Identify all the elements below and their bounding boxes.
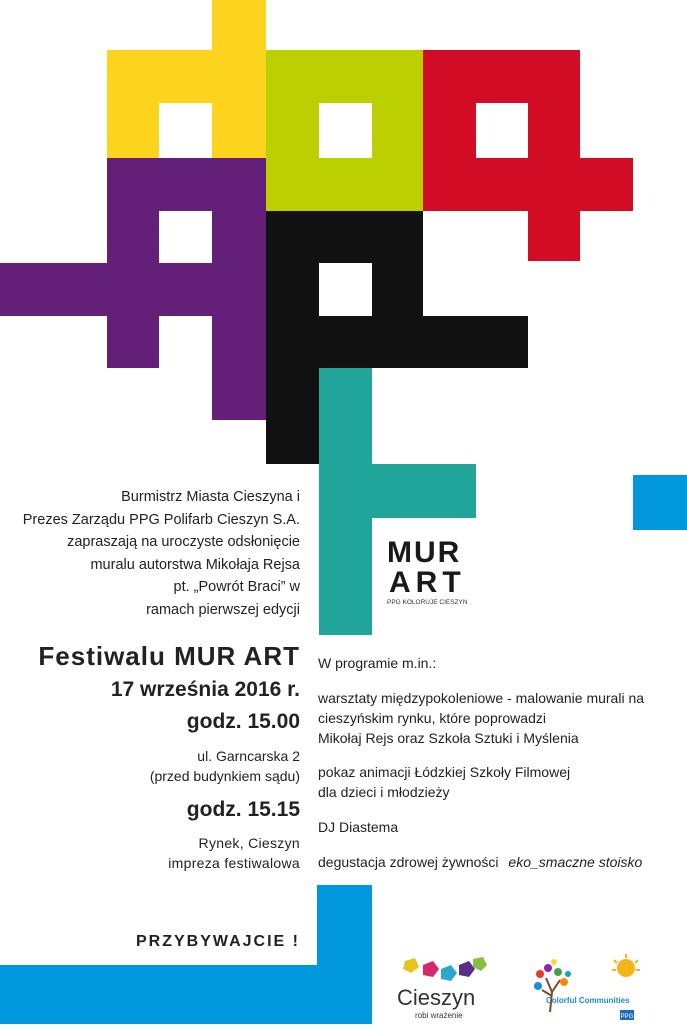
blue-block (317, 965, 372, 1024)
red-block (423, 158, 633, 211)
purple-block (212, 316, 266, 368)
colorful-communities-name: Colorful Communities (546, 996, 630, 1005)
black-block (266, 316, 528, 368)
invitation-text (0, 486, 300, 621)
blue-block (0, 965, 317, 1024)
lime-block (372, 103, 423, 158)
event-location-2 (168, 833, 300, 873)
purple-block (0, 263, 266, 316)
cieszyn-flower-icon (393, 955, 493, 987)
location-line: Rynek, Cieszyn (198, 835, 300, 851)
event-date: 17 września 2016 r. (110, 678, 300, 701)
teal-block (319, 518, 372, 635)
logo-line2: ART (389, 566, 466, 599)
program-line-italic: eko_smaczne stoisko (508, 854, 643, 870)
lime-block (266, 103, 319, 158)
yellow-block (107, 103, 159, 158)
program-line: Mikołaj Rejs oraz Szkoła Sztuki i Myślenia (318, 730, 579, 746)
intro-line: Prezes Zarządu PPG Polifarb Cieszyn S.A. (22, 511, 300, 528)
intro-line: Burmistrz Miasta Cieszyna i (121, 489, 300, 505)
program-line: cieszyńskim rynku, które poprowadzi (318, 710, 546, 726)
red-block (423, 50, 580, 103)
intro-line: ramach pierwszej edycji (146, 601, 300, 618)
program-heading: W programie m.in.: (318, 655, 437, 671)
program-line: DJ Diastema (318, 819, 399, 835)
teal-block (319, 464, 476, 518)
cieszyn-tagline: robi wrażenie (415, 1011, 463, 1020)
intro-line: pt. „Powrót Braci” w (173, 579, 300, 595)
yellow-block (107, 50, 266, 103)
teal-block (319, 422, 372, 464)
blue-block (633, 475, 687, 530)
lime-block (266, 158, 423, 211)
purple-block (107, 211, 159, 263)
red-block (528, 103, 580, 158)
program-item (318, 852, 642, 872)
purple-block (107, 316, 159, 368)
location-line: ul. Garncarska 2 (197, 748, 300, 764)
yellow-block (212, 103, 266, 158)
mur-art-logo (387, 538, 477, 607)
teal-block (319, 368, 372, 422)
red-block (528, 211, 580, 261)
festival-title: Festiwalu MUR ART (38, 641, 300, 671)
purple-block (212, 211, 266, 263)
black-block (372, 263, 423, 316)
program-item (318, 817, 398, 837)
colorful-communities-logo (528, 952, 648, 1024)
black-block (266, 263, 319, 316)
intro-line: muralu autorstwa Mikołaja Rejsa (90, 556, 300, 573)
event-time-1: godz. 15.00 (186, 710, 300, 733)
program-line: dla dzieci i młodzieży (318, 784, 450, 800)
location-line: impreza festiwalowa (168, 855, 300, 871)
program-item (318, 762, 570, 802)
black-block (266, 368, 319, 464)
blue-block (317, 885, 372, 965)
logo-tagline: PPG KOLORUJE CIESZYN (387, 599, 468, 606)
program-item (318, 688, 644, 748)
black-block (266, 211, 423, 263)
cieszyn-name: Cieszyn (397, 985, 476, 1010)
cieszyn-logo (393, 955, 493, 1024)
red-block (423, 103, 476, 158)
event-location-1 (150, 746, 300, 786)
ppg-badge-text: PPG (620, 1014, 634, 1020)
program-line: warsztaty międzypokoleniowe - malowanie murali na (318, 690, 645, 706)
program-line: degustacja zdrowej żywności (318, 854, 499, 870)
location-line: (przed budynkiem sądu) (149, 768, 300, 784)
program-line: pokaz animacji Łódzkiej Szkoły Filmowej (318, 764, 571, 780)
purple-block (212, 368, 266, 420)
intro-line: zapraszają na uroczyste odsłonięcie (67, 534, 300, 550)
logo-line1: MUR (387, 536, 462, 569)
event-time-2: godz. 15.15 (186, 798, 300, 821)
lime-block (266, 50, 423, 103)
yellow-block (212, 0, 266, 50)
purple-block (107, 158, 266, 211)
colorful-tree-icon (528, 952, 648, 1024)
call-to-action: PRZYBYWAJCIE ! (135, 933, 300, 950)
